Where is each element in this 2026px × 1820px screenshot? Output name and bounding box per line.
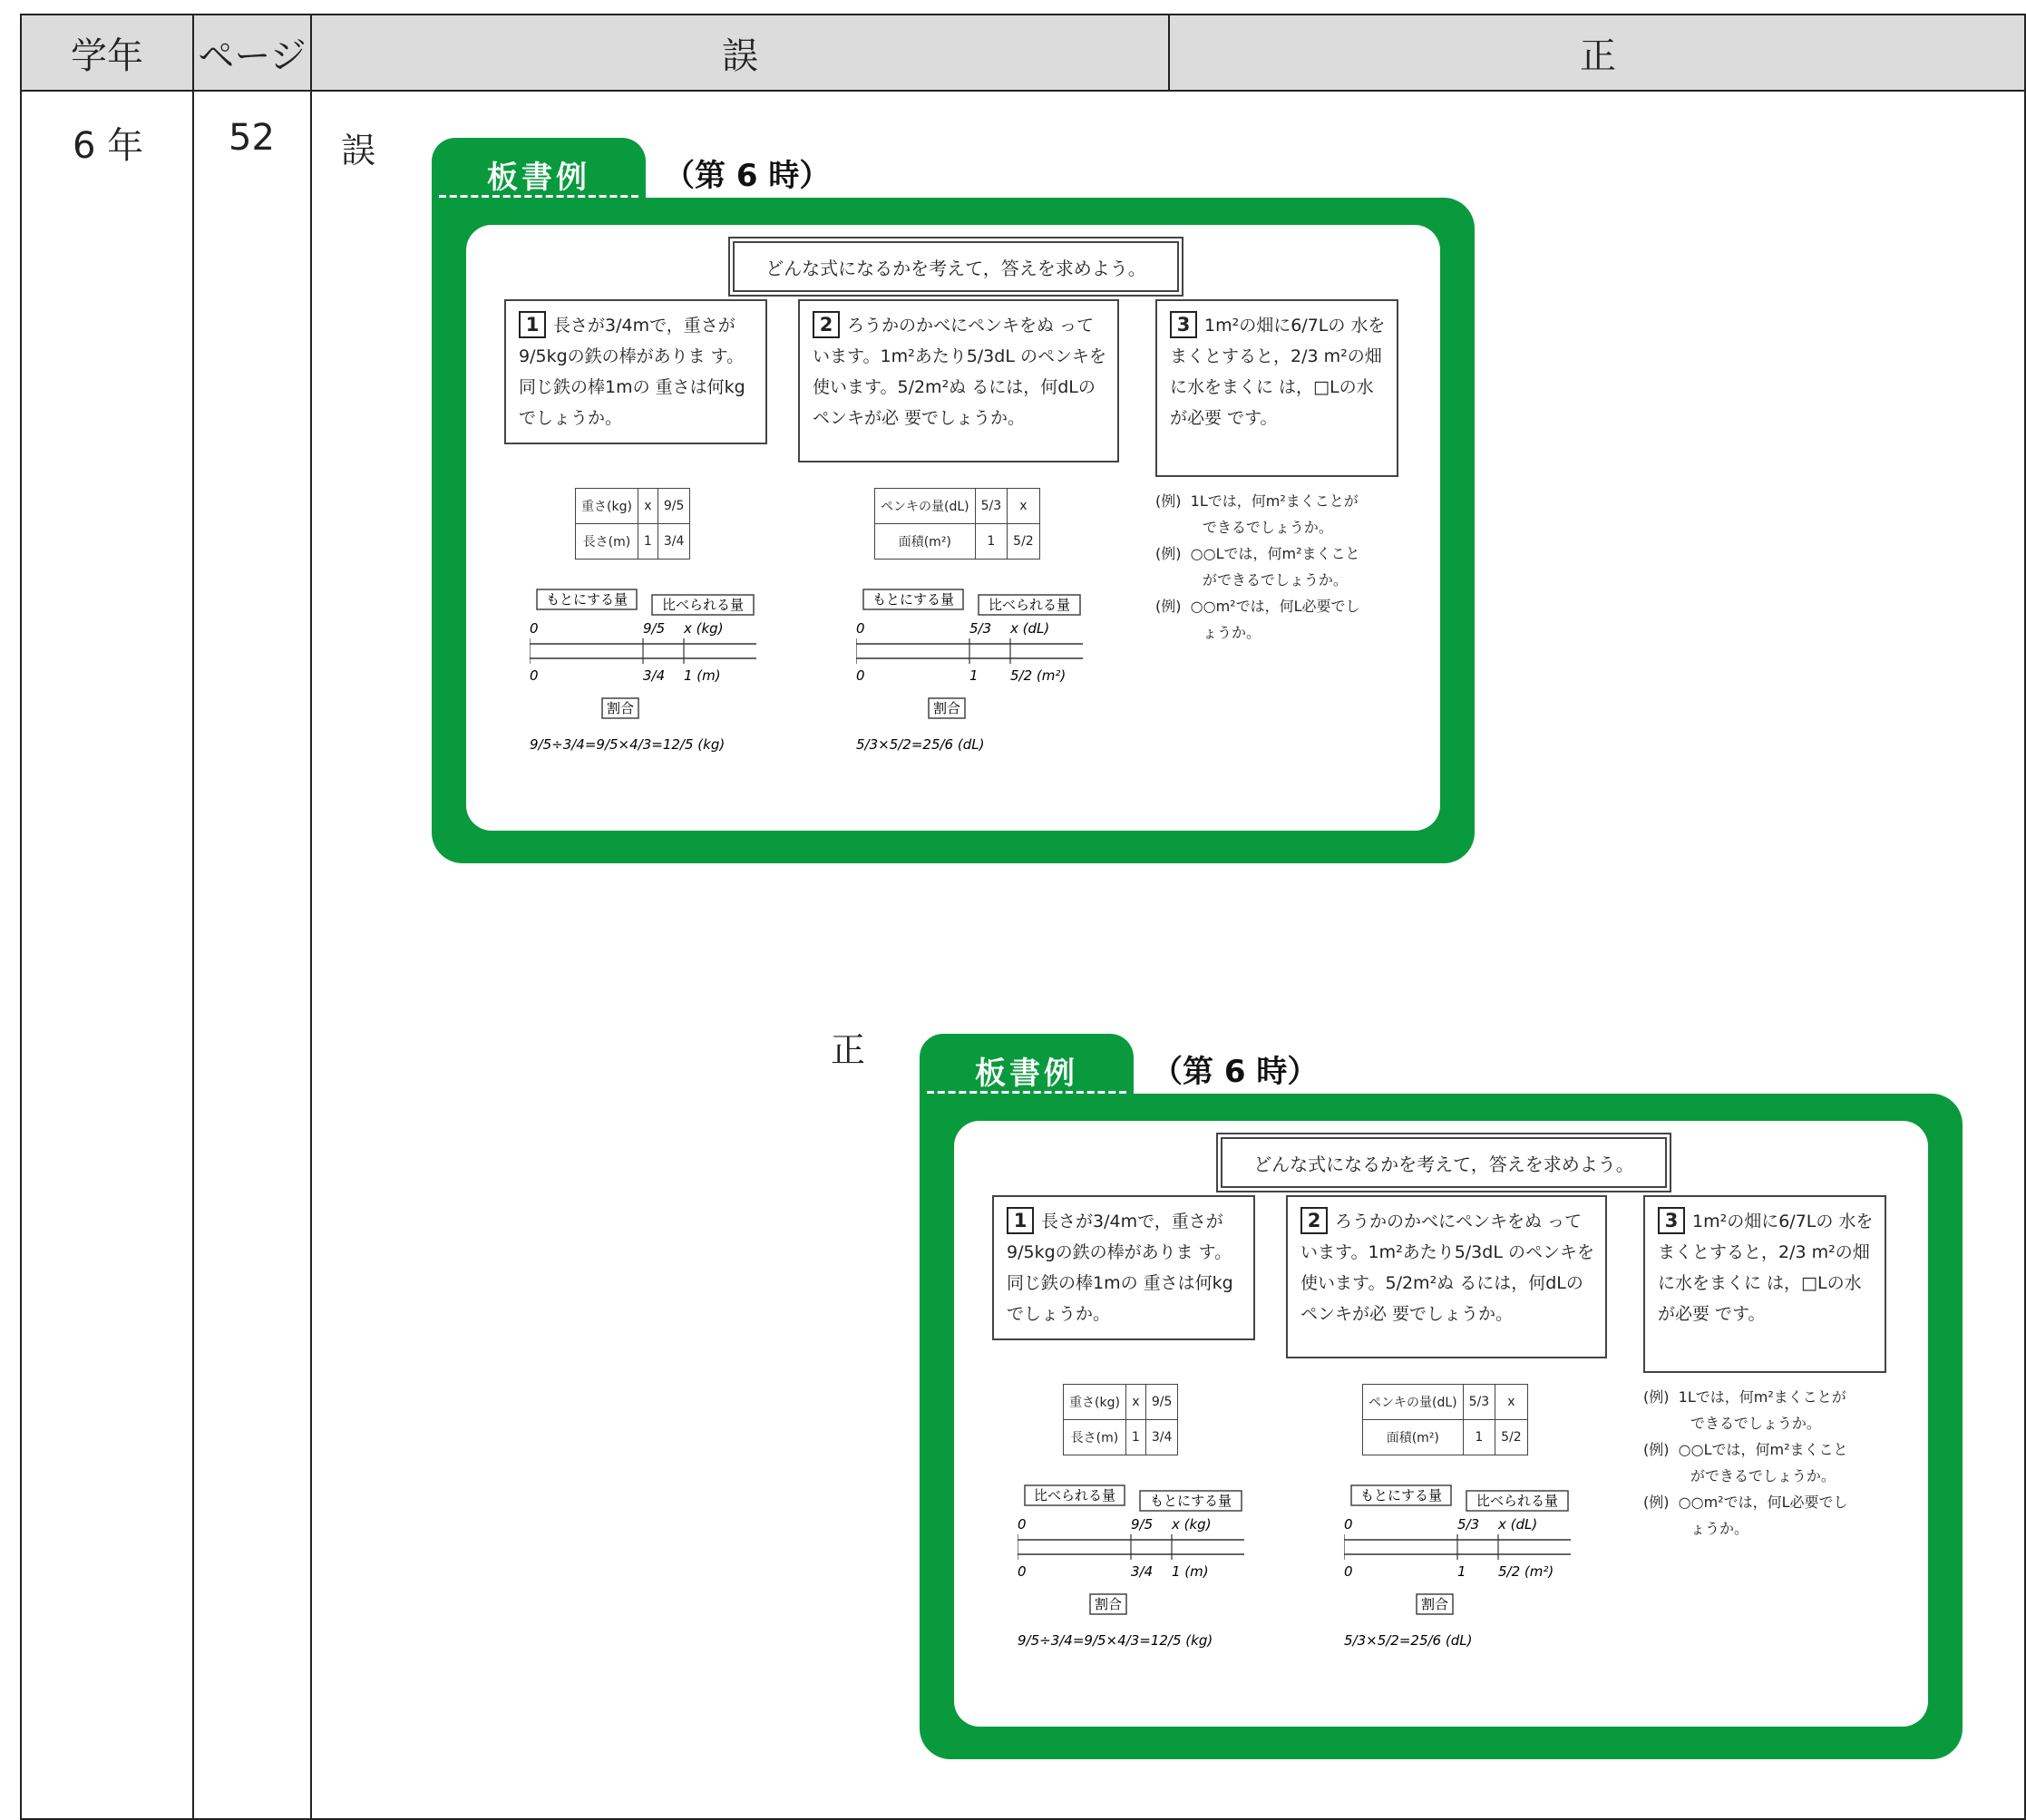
table-cell: 5/2 [1495,1420,1528,1455]
bottom-tick-label: 0 [1344,1563,1353,1580]
equation: 9/5÷3/4=9/5×4/3=12/5 (kg) [1018,1632,1213,1649]
problem-number: 2 [1300,1207,1328,1234]
bottom-tick-label: 1 (m) [684,667,721,684]
top-tick-label: x (dL) [1010,620,1050,637]
table-cell: 1 [1463,1420,1495,1455]
equation: 9/5÷3/4=9/5×4/3=12/5 (kg) [530,736,726,753]
header-correct: 正 [1580,34,1616,77]
board-example-panel [432,138,1475,863]
example-tag: (例) [1155,545,1182,562]
left-quantity-label: 比べられる量 [1033,1487,1116,1504]
grade-cell: 6 年 [73,125,144,167]
board-example-panel [920,1034,1963,1759]
table-cell: 1 [1125,1420,1145,1455]
table-cell: 長さ(m) [576,524,638,560]
divider [1168,15,1170,92]
header-grade: 学年 [71,34,143,77]
table-cell: 重さ(kg) [576,489,638,524]
table-cell: ペンキの量(dL) [1363,1385,1464,1420]
top-tick-label: x (dL) [1498,1516,1538,1533]
lesson-goal: どんな式になるかを考えて，答えを求めよう。 [1221,1137,1667,1188]
bottom-tick-label: 0 [1018,1563,1027,1580]
left-quantity-label: もとにする量 [872,591,955,608]
bottom-tick-label: 1 (m) [1172,1563,1209,1580]
number-line-diagram [1344,1484,1616,1674]
bottom-tick-label: 1 [1457,1563,1466,1580]
example-tag: (例) [1643,1441,1670,1458]
right-quantity-label: 比べられる量 [1476,1493,1559,1509]
divider [310,15,312,1818]
problem-text: ろうかのかべにペンキをぬ っています。1m²あたり5/3dL のペンキを使います。5/2m²ぬ るには，何dLのペンキが必 要でしょうか。 [1300,1212,1594,1324]
table-cell: x [1495,1385,1528,1420]
ratio-label: 割合 [1420,1596,1449,1612]
problem-text: 長さが3/4mで，重さが9/5kgの鉄の棒がありま す。同じ鉄の棒1mの 重さは何kgでしょうか。 [1007,1212,1233,1324]
bottom-tick-label: 3/4 [1131,1563,1154,1580]
problem-text: 1m²の畑に6/7Lの 水をまくとすると，2/3 m²の畑に水をまくに は，□Lの水が必要 です。 [1658,1212,1874,1324]
table-cell: 5/3 [975,489,1008,524]
wrong-label: 誤 [341,131,376,170]
example-line: ができるでしょうか。 [1690,1467,1836,1484]
header-wrong: 誤 [722,34,758,77]
period-label: （第 6 時） [664,158,831,194]
example-line: ょうか。 [1690,1520,1749,1537]
example-line: 1Lでは，何m²まくことが [1678,1388,1846,1406]
example-item [1643,1436,1848,1463]
tab-label: 板書例 [975,1056,1078,1092]
example-line: ができるでしょうか。 [1203,571,1348,589]
right-quantity-label: もとにする量 [1149,1493,1232,1509]
table-cell: 重さ(kg) [1064,1385,1126,1420]
table-cell: x [1125,1385,1145,1420]
problem-1 [504,299,767,444]
example-line: できるでしょうか。 [1690,1415,1821,1432]
equation: 5/3×5/2=25/6 (dL) [1344,1632,1473,1649]
example-item [1155,593,1360,619]
table-cell: ペンキの量(dL) [875,489,976,524]
top-tick-label: 0 [530,620,539,637]
table-cell: 長さ(m) [1064,1420,1126,1455]
table-cell: 9/5 [657,489,690,524]
page-cell: 52 [229,117,275,159]
divider [192,15,194,1818]
ratio-table [1362,1384,1528,1455]
board-area [466,225,1440,831]
problem-number: 1 [519,311,546,338]
example-line: ○○Lでは，何m²まくこと [1678,1441,1848,1458]
example-item [1643,1489,1848,1515]
ratio-label: 割合 [1094,1596,1123,1612]
table-cell: 9/5 [1145,1385,1178,1420]
example-line: できるでしょうか。 [1203,519,1333,536]
problem-1 [992,1195,1255,1340]
table-cell: 5/2 [1008,524,1040,560]
top-tick-label: 9/5 [643,620,666,637]
table-cell: 5/3 [1463,1385,1495,1420]
examples [1155,488,1360,646]
example-line: 1Lでは，何m²まくことが [1190,492,1359,510]
top-tick-label: 0 [856,620,865,637]
ratio-label: 割合 [606,700,635,716]
problem-text: 1m²の畑に6/7Lの 水をまくとすると，2/3 m²の畑に水をまくに は，□Lの水が必要 です。 [1170,316,1386,428]
ratio-table [1063,1384,1178,1455]
examples [1643,1384,1848,1542]
right-quantity-label: 比べられる量 [988,597,1071,613]
tab-label: 板書例 [487,160,590,196]
problem-3 [1155,299,1398,477]
bottom-tick-label: 3/4 [643,667,666,684]
problem-2 [1286,1195,1607,1358]
example-line: ○○Lでは，何m²まくこと [1190,545,1360,562]
table-cell: x [638,489,657,524]
example-line: ょうか。 [1203,624,1261,641]
bottom-tick-label: 5/2 (m²) [1498,1563,1554,1580]
example-item [1643,1384,1848,1410]
bottom-tick-label: 0 [530,667,539,684]
example-tag: (例) [1643,1388,1670,1406]
problem-text: ろうかのかべにペンキをぬ っています。1m²あたり5/3dL のペンキを使います。5/2m²ぬ るには，何dLのペンキが必 要でしょうか。 [813,316,1106,428]
number-line-diagram [530,588,802,778]
example-tag: (例) [1155,492,1182,510]
example-item [1155,540,1360,567]
lesson-goal: どんな式になるかを考えて，答えを求めよう。 [733,241,1179,292]
number-line-diagram [1018,1484,1290,1674]
table-cell: 3/4 [1145,1420,1178,1455]
top-tick-label: x (kg) [684,620,724,637]
top-tick-label: x (kg) [1172,1516,1212,1533]
top-tick-label: 5/3 [969,620,992,637]
example-tag: (例) [1643,1494,1670,1511]
ratio-table [575,488,690,560]
bottom-tick-label: 5/2 (m²) [1010,667,1067,684]
example-line: ○○m²では，何L必要でし [1190,598,1360,615]
table-cell: x [1008,489,1040,524]
bottom-tick-label: 1 [969,667,979,684]
example-line: ○○m²では，何L必要でし [1678,1494,1848,1511]
ratio-table [874,488,1040,560]
table-cell: 1 [638,524,657,560]
correct-label: 正 [831,1030,866,1070]
period-label: （第 6 時） [1152,1054,1319,1090]
board-area [954,1121,1928,1727]
problem-text: 長さが3/4mで，重さが9/5kgの鉄の棒がありま す。同じ鉄の棒1mの 重さは何kgでしょうか。 [519,316,745,428]
ratio-label: 割合 [932,700,961,716]
table-cell: 3/4 [657,524,690,560]
top-tick-label: 0 [1018,1516,1027,1533]
top-tick-label: 0 [1344,1516,1353,1533]
table-cell: 面積(m²) [1363,1420,1464,1455]
table-header [22,15,2024,92]
top-tick-label: 9/5 [1131,1516,1154,1533]
top-tick-label: 5/3 [1457,1516,1480,1533]
right-quantity-label: 比べられる量 [661,597,745,613]
table-cell: 1 [975,524,1008,560]
problem-number: 1 [1007,1207,1034,1234]
problem-3 [1643,1195,1886,1373]
problem-number: 2 [813,311,840,338]
green-frame [920,1094,1963,1759]
equation: 5/3×5/2=25/6 (dL) [856,736,985,753]
left-quantity-label: もとにする量 [545,591,628,608]
green-frame [432,198,1475,863]
left-quantity-label: もとにする量 [1359,1487,1443,1504]
number-line-diagram [856,588,1128,778]
example-tag: (例) [1155,598,1182,615]
problem-number: 3 [1658,1207,1685,1234]
bottom-tick-label: 0 [856,667,865,684]
problem-number: 3 [1170,311,1197,338]
header-page: ページ [198,34,307,77]
table-cell: 面積(m²) [875,524,976,560]
problem-2 [798,299,1119,462]
example-item [1155,488,1360,514]
